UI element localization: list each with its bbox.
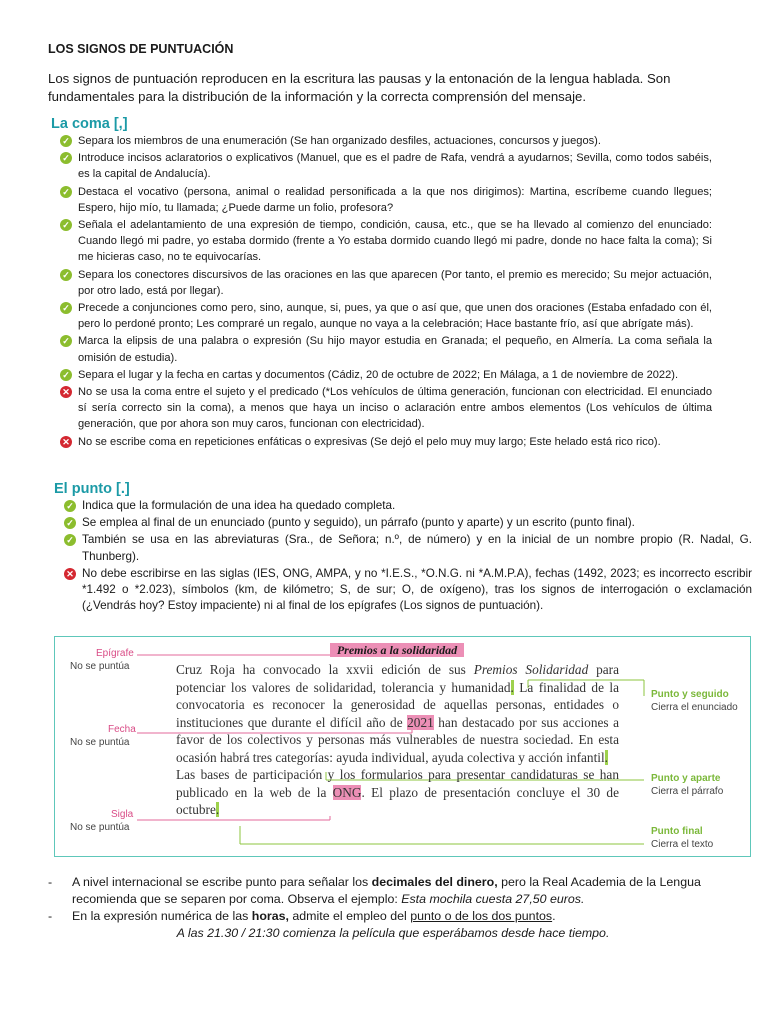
coma-rule-text: Separa los miembros de una enumeración (Se han organizado desfiles, actuaciones, concursos y juegos). bbox=[78, 135, 601, 147]
coma-rule-text: No se escribe coma en repeticiones enfáticas o expresivas (Se dejó el pelo muy muy largo; Este helado está rico rico). bbox=[78, 435, 661, 448]
punto-rule-text: No debe escribirse en las siglas (IES, ONG, AMPA, y no *I.E.S., *O.N.G. ni *A.M.P.A), fechas (1492, 2023; es incorrecto escribir *1.492 o *2.023), símbolos (km, de kilómetro; S, de sur; O, de oxígeno), tras los signos de interrogación o exclamación (¿Vendrás hoy? Estoy impaciente) ni al final de los epígrafes (Los signos de puntuación). bbox=[82, 566, 752, 613]
check-icon: ✓ bbox=[60, 369, 72, 381]
cross-icon: ✕ bbox=[64, 568, 76, 580]
check-icon: ✓ bbox=[60, 219, 72, 231]
punto-aparte-mark: . bbox=[604, 749, 608, 765]
check-icon: ✓ bbox=[64, 534, 76, 546]
coma-rule-text: Precede a conjunciones como pero, sino, aunque, si, pues, ya que o así que, que unen dos oraciones (Estaba enfadado con él, pero lo perdoné pronto; Les compraré un regalo, aunque no vaya a la celebración; Hace bastante frío, así que abrígate más). bbox=[78, 302, 712, 331]
check-icon: ✓ bbox=[60, 335, 72, 347]
label-epigrafe: Epígrafe bbox=[96, 648, 134, 659]
check-icon: ✓ bbox=[60, 302, 72, 314]
page-title: LOS SIGNOS DE PUNTUACIÓN bbox=[48, 42, 234, 56]
cross-icon: ✕ bbox=[60, 436, 72, 448]
check-icon: ✓ bbox=[64, 517, 76, 529]
coma-rule-text: No se usa la coma entre el sujeto y el predicado (*Los vehículos de última generación, funcionan con electricidad. El enunciado sí sería correcto sin la coma), a menos que haya un inciso o aclaración entre ambos elementos (Los vehículos de última generación, que por ahora son muy caros, funcionan con electricidad). bbox=[78, 386, 712, 431]
note-sigla: No se puntúa bbox=[70, 822, 130, 833]
coma-rule-text: Separa el lugar y la fecha en cartas y documentos (Cádiz, 20 de octubre de 2022; En Málaga, a 1 de noviembre de 2022). bbox=[78, 368, 679, 381]
punto-seguido-mark: . bbox=[510, 679, 514, 695]
section-heading-coma: La coma [,] bbox=[51, 116, 128, 132]
label-punto-final: Punto final bbox=[651, 826, 703, 837]
year-highlight: 2021 bbox=[407, 714, 434, 730]
check-icon: ✓ bbox=[64, 500, 76, 512]
label-fecha: Fecha bbox=[108, 724, 136, 735]
punto-rule-text: Indica que la formulación de una idea ha quedado completa. bbox=[82, 499, 396, 512]
note-decimales: - A nivel internacional se escribe punto para señalar los decimales del dinero, pero la Real Academia de la Lengua recomienda que se separen por coma. Observa el ejemplo: Esta mochila cuesta 27,50 euros. bbox=[48, 875, 701, 906]
example-body: Cruz Roja ha convocado la xxvii edición de sus Premios Solidaridad para potenciar los valores de solidaridad, tolerancia y humanidad. La finalidad de la convocatoria es reconocer la generosidad de aquellas personas, entidades o instituciones que durante el difícil año de 2021 han destacado por sus acciones a favor de los colectivos y personas más vulnerables de nuestra sociedad. En esta ocasión habrá tres categorías: ayuda individual, ayuda colectiva y acción infantil. Las bases de participación y los formularios para presentar candidaturas se han publicado en la web de la ONG. El plazo de presentación concluye el 30 de octubre. bbox=[176, 662, 619, 817]
label-punto-aparte: Punto y aparte bbox=[651, 773, 721, 784]
punto-rule-text: También se usa en las abreviaturas (Sra., de Señora; n.º, de número) y en la inicial de un nombre propio (R. Nadal, G. Thunberg). bbox=[82, 533, 752, 563]
bottom-notes bbox=[48, 874, 738, 942]
coma-rule-text: Separa los conectores discursivos de las oraciones en las que aparecen (Por tanto, el premio es merecido; Su mejor actuación, por otro lado, está por llegar). bbox=[78, 268, 712, 297]
check-icon: ✓ bbox=[60, 186, 72, 198]
coma-rule-text: Señala el adelantamiento de una expresión de tiempo, condición, causa, etc., que se ha llevado al comienzo del enunciado: Cuando llegó mi padre, yo estaba dormido (frente a Yo estaba dormido cuando llegó mi padre, donde no hace falta la coma); Si me hicieras caso, no te equivocarías. bbox=[78, 219, 712, 264]
check-icon: ✓ bbox=[60, 135, 72, 147]
label-punto-seguido: Punto y seguido bbox=[651, 689, 729, 700]
check-icon: ✓ bbox=[60, 152, 72, 164]
coma-rule-text: Introduce incisos aclaratorios o explicativos (Manuel, que es el padre de Rafa, vendrá a ayudarnos; Sevilla, como todos sabéis, es la capital de Andalucía). bbox=[78, 152, 712, 181]
punto-rule-text: Se emplea al final de un enunciado (punto y seguido), un párrafo (punto y aparte) y un escrito (punto final). bbox=[82, 516, 635, 530]
coma-rule-text: Destaca el vocativo (persona, animal o realidad personificada a la que nos dirigimos): Martina, escríbeme cuando llegues; Espero, hijo mío, tu llamada; ¿Puede darme un folio, profesora? bbox=[78, 185, 712, 214]
note-horas-example: A las 21.30 / 21:30 comienza la película que esperábamos desde hace tiempo. bbox=[176, 926, 610, 940]
check-icon: ✓ bbox=[60, 269, 72, 281]
sigla-highlight: ONG bbox=[332, 784, 362, 800]
note-epigrafe: No se puntúa bbox=[70, 661, 130, 672]
note-punto-final: Cierra el texto bbox=[651, 839, 714, 850]
punto-final-mark: . bbox=[215, 802, 220, 817]
example-title: Premios a la solidaridad bbox=[330, 643, 464, 657]
cross-icon: ✕ bbox=[60, 386, 72, 398]
coma-rule-text: Marca la elipsis de una palabra o expresión (Su hijo mayor estudia en Granada; el pequeño, en Almería. La coma señala la omisión de estudia). bbox=[78, 335, 712, 364]
note-horas: - En la expresión numérica de las horas, admite el empleo del punto o de los dos puntos. bbox=[48, 909, 556, 923]
intro-paragraph: Los signos de puntuación reproducen en la escritura las pausas y la entonación de la lengua hablada. Son fundamentales para la distribución de la información y la correcta comprensión del mensaje. bbox=[48, 71, 671, 104]
note-punto-seguido: Cierra el enunciado bbox=[651, 702, 738, 713]
label-sigla: Sigla bbox=[111, 809, 134, 820]
note-fecha: No se puntúa bbox=[70, 737, 130, 748]
note-punto-aparte: Cierra el párrafo bbox=[651, 786, 724, 797]
section-heading-punto: El punto [.] bbox=[54, 481, 130, 497]
